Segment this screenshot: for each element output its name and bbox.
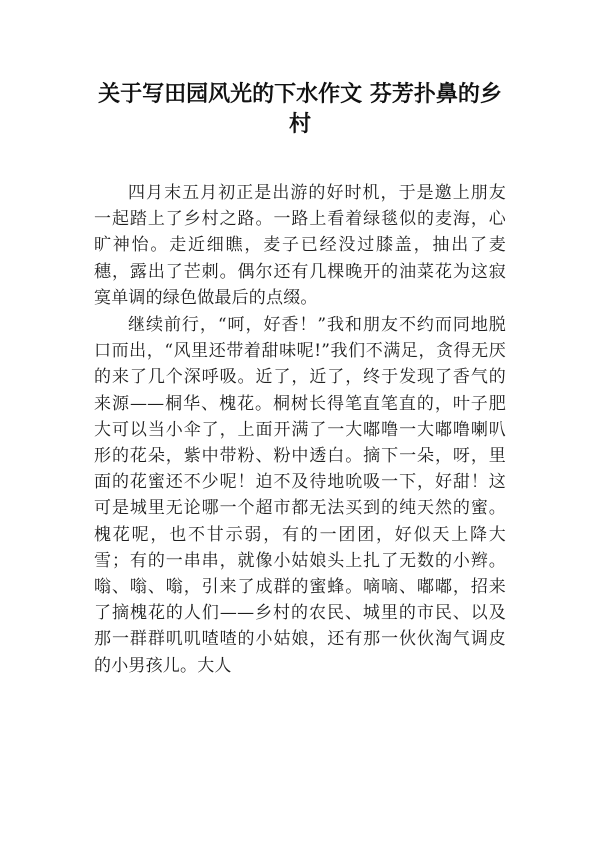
paragraph-2: 继续前行，“呵，好香！”我和朋友不约而同地脱口而出，“风里还带着甜味呢!”我们不满足，贪得无厌的来了几个深呼吸。近了，近了，终于发现了香气的来源——桐华、槐花。桐树长得笔直笔直的，叶子肥大可以当小伞了，上面开满了一大嘟噜一大嘟噜喇叭形的花朵，紫中带粉、粉中透白。摘下一朵，呀，里面的花蜜还不少呢！迫不及待地吮吸一下，好甜！这可是城里无论哪一个超市都无法买到的纯天然的蜜。槐花呢，也不甘示弱，有的一团团，好似天上降大雪；有的一串串，就像小姑娘头上扎了无数的小辫。嗡、嗡、嗡，引来了成群的蜜蜂。嘀嘀、嘟嘟，招来了摘槐花的人们——乡村的农民、城里的市民、以及那一群群叽叽喳喳的小姑娘，还有那一伙伙淘气调皮的小男孩儿。大人 [94, 315, 506, 676]
paragraph-1: 四月末五月初正是出游的好时机，于是邀上朋友一起踏上了乡村之路。一路上看着绿毯似的麦海，心旷神怡。走近细瞧，麦子已经没过膝盖，抽出了麦穗，露出了芒刺。偶尔还有几棵晚开的油菜花为这寂寞单调的绿色做最后的点缀。 [94, 183, 506, 308]
document-body [94, 180, 506, 679]
document-title: 关于写田园风光的下水作文 芬芳扑鼻的乡村 [98, 82, 502, 137]
